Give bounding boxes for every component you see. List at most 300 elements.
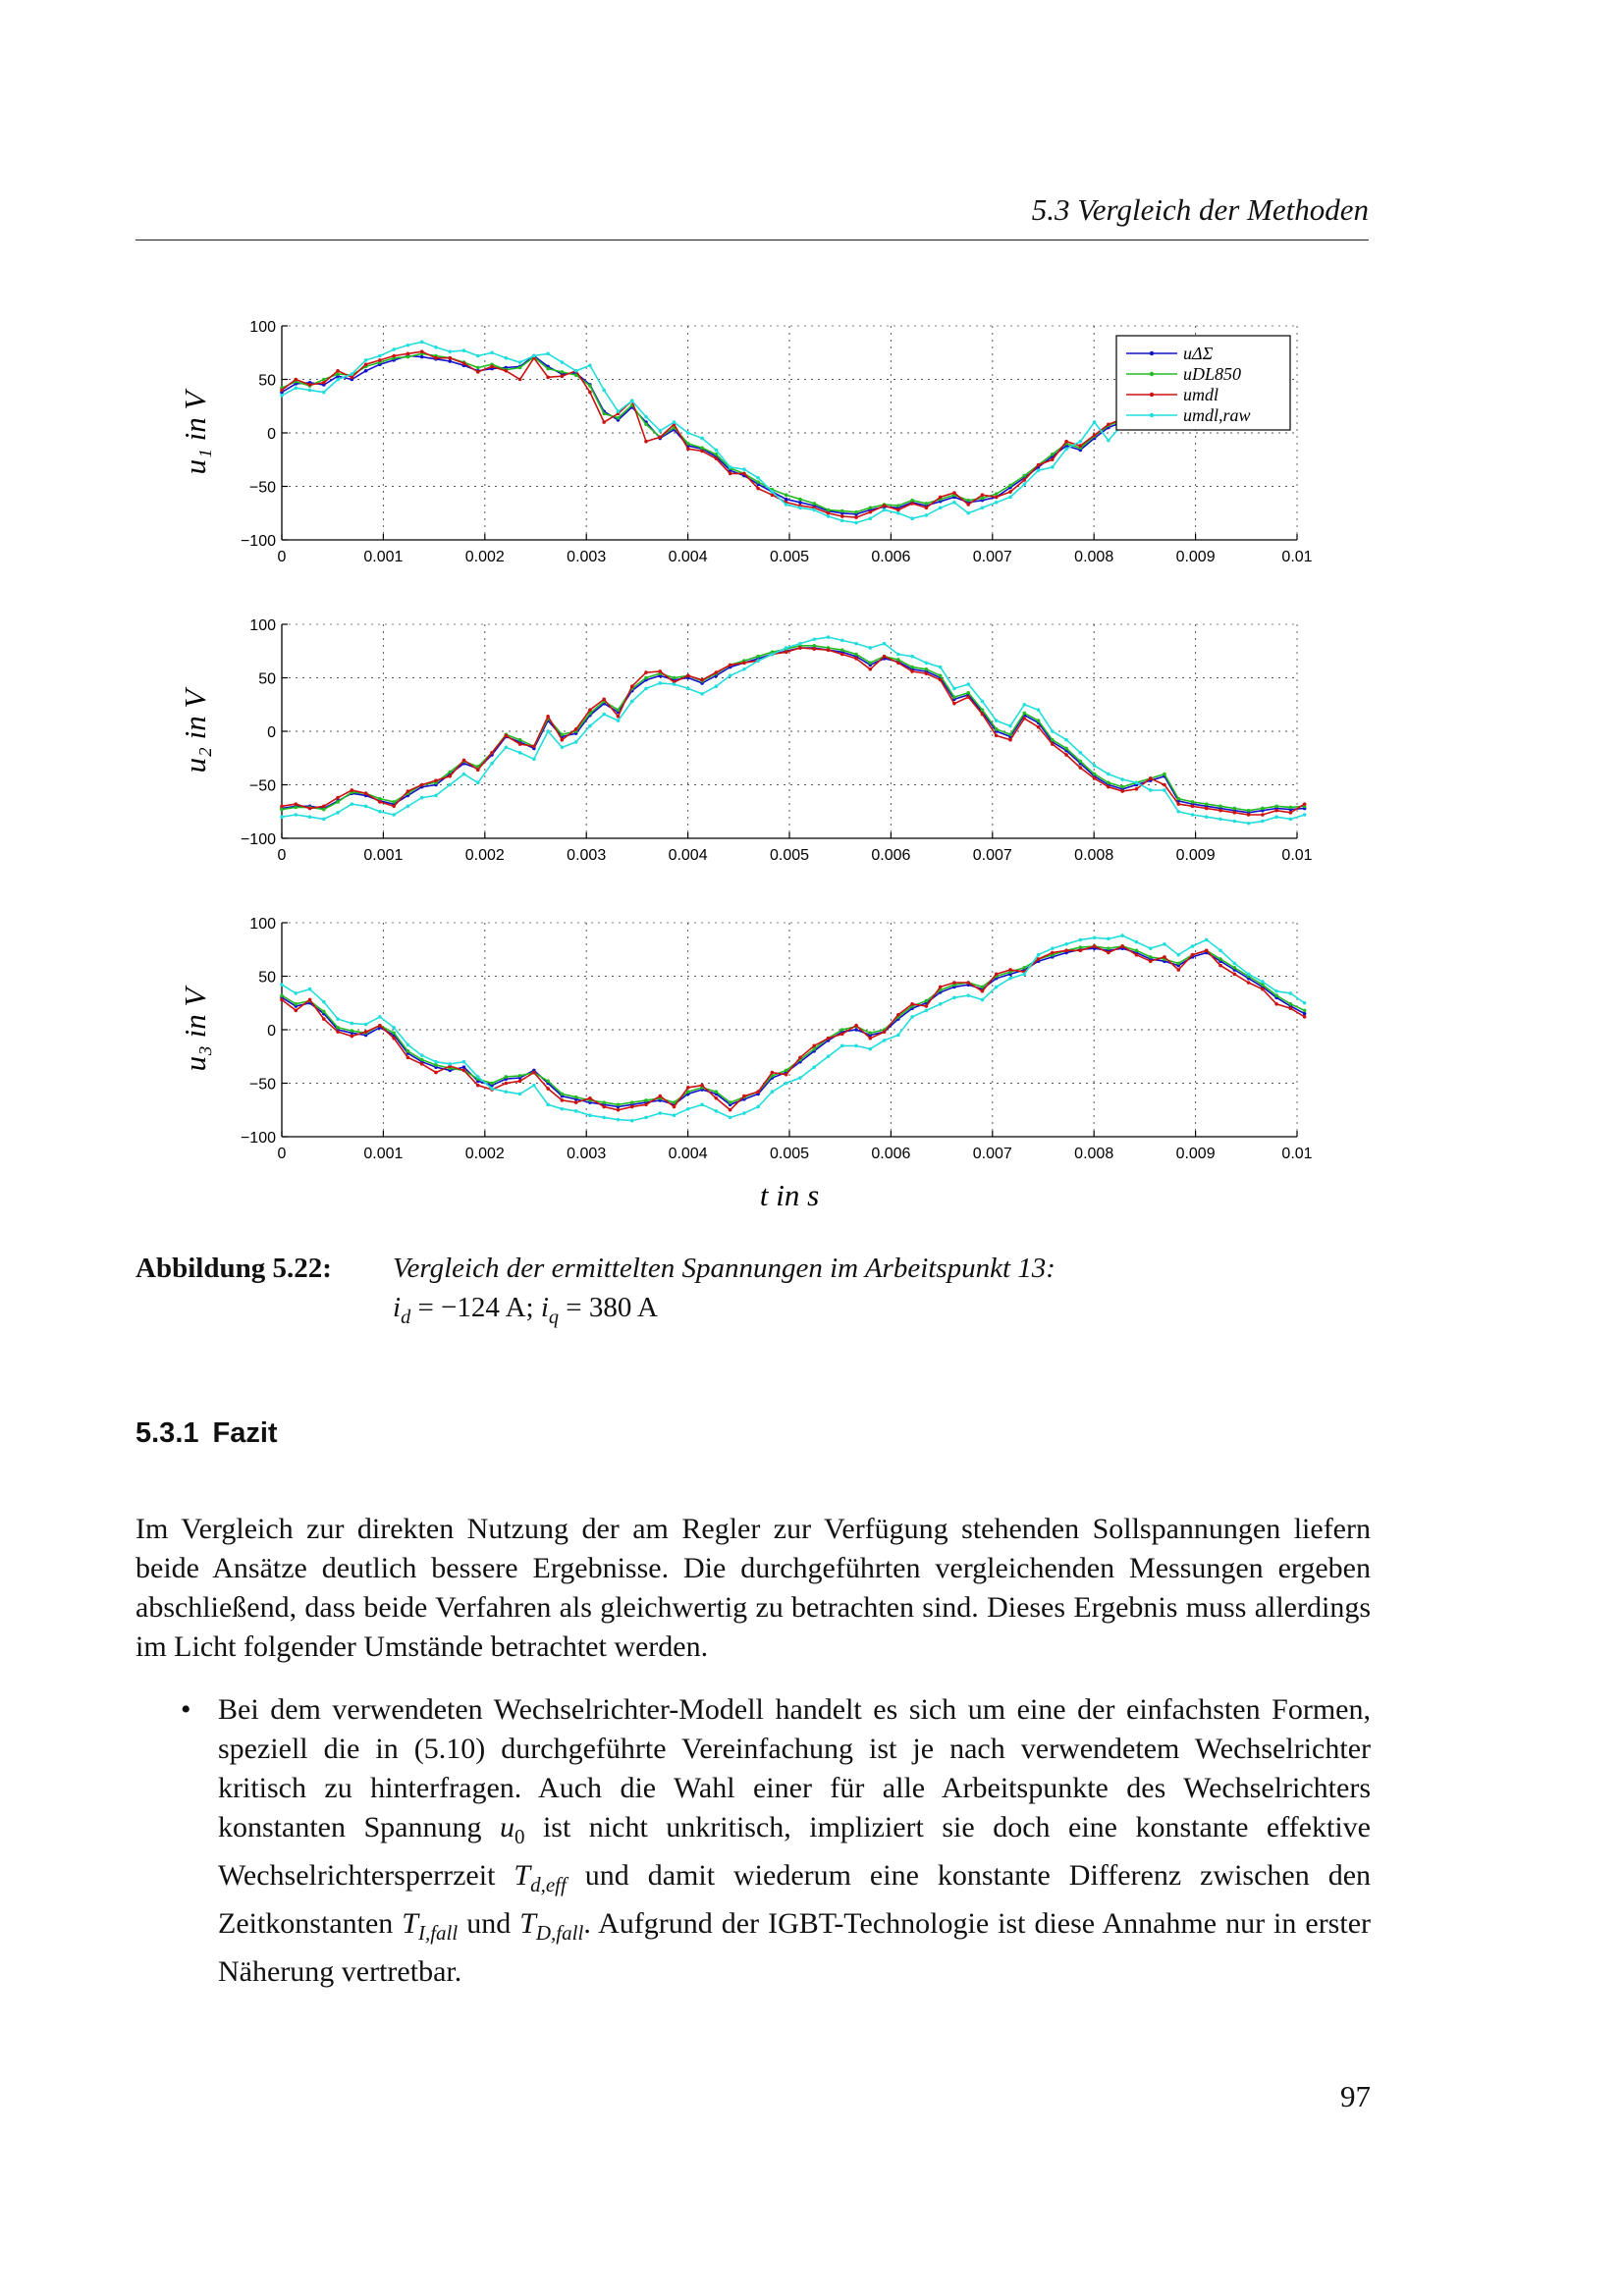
data-point bbox=[771, 1071, 775, 1075]
data-point bbox=[700, 437, 704, 441]
data-point bbox=[546, 1087, 550, 1091]
data-point bbox=[729, 664, 732, 667]
data-point bbox=[1233, 820, 1237, 824]
data-point bbox=[392, 1037, 396, 1041]
data-point bbox=[910, 1015, 914, 1019]
data-point bbox=[462, 1069, 466, 1073]
data-point bbox=[840, 1033, 844, 1037]
data-point bbox=[952, 687, 956, 691]
data-point bbox=[364, 1023, 368, 1027]
data-point bbox=[406, 352, 410, 356]
data-point bbox=[532, 354, 536, 358]
data-point bbox=[869, 667, 873, 671]
plot-3 bbox=[178, 916, 1313, 1207]
data-point bbox=[602, 698, 606, 702]
data-point bbox=[644, 676, 648, 680]
y-tick-label: 0 bbox=[267, 724, 276, 741]
data-point bbox=[1261, 813, 1265, 817]
data-point bbox=[966, 511, 970, 515]
data-point bbox=[715, 449, 719, 453]
u0-symbol: u bbox=[499, 1811, 514, 1843]
data-point bbox=[294, 378, 298, 382]
data-point bbox=[420, 796, 424, 800]
data-point bbox=[896, 511, 900, 515]
x-tick-label: 0.002 bbox=[464, 1146, 505, 1162]
y-axis-label: u₂ in V bbox=[178, 689, 212, 774]
data-point bbox=[308, 383, 312, 387]
data-point bbox=[658, 681, 662, 685]
data-point bbox=[673, 682, 677, 686]
x-tick-label: 0.001 bbox=[363, 549, 404, 565]
y-tick-label: 50 bbox=[258, 372, 276, 390]
data-point bbox=[910, 502, 914, 506]
data-point bbox=[812, 508, 816, 512]
data-point bbox=[981, 713, 985, 717]
data-point bbox=[1261, 983, 1265, 987]
data-point bbox=[1163, 942, 1166, 946]
data-point bbox=[1107, 781, 1110, 785]
data-point bbox=[995, 501, 999, 505]
data-point bbox=[798, 1056, 802, 1060]
data-point bbox=[1205, 815, 1209, 819]
data-point bbox=[448, 356, 452, 360]
data-point bbox=[1079, 766, 1083, 770]
running-title: 5.3 Vergleich der Methoden bbox=[1031, 192, 1369, 227]
data-point bbox=[798, 1076, 802, 1080]
data-point bbox=[840, 1044, 844, 1048]
data-point bbox=[1022, 966, 1026, 970]
data-point bbox=[1051, 729, 1055, 733]
data-point bbox=[588, 384, 592, 388]
data-point bbox=[1051, 946, 1055, 950]
data-point bbox=[756, 1105, 760, 1109]
y-tick-label: 100 bbox=[249, 916, 276, 933]
data-point bbox=[546, 1103, 550, 1107]
data-point bbox=[742, 1095, 746, 1098]
data-point bbox=[1261, 988, 1265, 991]
data-point bbox=[448, 783, 452, 787]
data-point bbox=[574, 740, 578, 744]
data-point bbox=[896, 508, 900, 512]
data-point bbox=[532, 1084, 536, 1088]
data-point bbox=[729, 465, 732, 469]
data-point bbox=[1218, 964, 1222, 968]
data-point bbox=[1205, 807, 1209, 811]
iq-value: = 380 A bbox=[559, 1292, 658, 1323]
x-tick-label: 0.001 bbox=[363, 1146, 404, 1162]
data-point bbox=[505, 1090, 509, 1094]
data-point bbox=[644, 1116, 648, 1120]
x-tick-label: 0.008 bbox=[1074, 1146, 1114, 1162]
data-point bbox=[602, 420, 606, 424]
legend-marker bbox=[1150, 413, 1154, 417]
data-point bbox=[336, 1026, 340, 1030]
data-point bbox=[1135, 940, 1139, 944]
x-tick-label: 0 bbox=[277, 1146, 287, 1162]
data-point bbox=[910, 1002, 914, 1006]
data-point bbox=[925, 1009, 929, 1013]
data-point bbox=[378, 354, 382, 358]
data-point bbox=[434, 356, 438, 360]
data-point bbox=[476, 370, 480, 374]
data-point bbox=[476, 1075, 480, 1079]
data-point bbox=[490, 751, 494, 755]
data-point bbox=[630, 400, 634, 403]
data-point bbox=[715, 1090, 719, 1094]
data-point bbox=[280, 998, 284, 1002]
data-point bbox=[1303, 1009, 1307, 1013]
data-point bbox=[1247, 973, 1251, 977]
data-point bbox=[1022, 973, 1026, 977]
data-point bbox=[869, 1031, 873, 1035]
page-number: 97 bbox=[1340, 2079, 1371, 2113]
data-point bbox=[1064, 738, 1068, 742]
data-point bbox=[729, 1108, 732, 1112]
data-point bbox=[1163, 773, 1166, 776]
data-point bbox=[658, 669, 662, 673]
data-point bbox=[812, 644, 816, 648]
data-point bbox=[1149, 959, 1153, 963]
data-point bbox=[742, 661, 746, 665]
data-point bbox=[1051, 457, 1055, 461]
data-point bbox=[686, 431, 690, 435]
data-point bbox=[686, 674, 690, 678]
data-point bbox=[617, 1103, 621, 1107]
data-point bbox=[351, 376, 354, 380]
data-point bbox=[827, 648, 831, 652]
data-point bbox=[1093, 420, 1097, 424]
legend-label: umdl bbox=[1183, 385, 1218, 404]
data-point bbox=[1289, 811, 1293, 815]
series-line-3 bbox=[282, 946, 1305, 1110]
id-value: = −124 A; bbox=[410, 1292, 541, 1323]
data-point bbox=[966, 499, 970, 503]
data-point bbox=[1135, 949, 1139, 953]
data-point bbox=[351, 788, 354, 792]
data-point bbox=[1064, 942, 1068, 946]
data-point bbox=[700, 1084, 704, 1088]
data-point bbox=[630, 1100, 634, 1104]
data-point bbox=[1149, 946, 1153, 950]
data-point bbox=[322, 381, 326, 385]
data-point bbox=[939, 496, 943, 500]
figure-caption bbox=[135, 1249, 1373, 1328]
data-point bbox=[1120, 785, 1124, 789]
data-point bbox=[939, 674, 943, 678]
data-point bbox=[602, 389, 606, 393]
y-tick-label: 0 bbox=[267, 426, 276, 443]
data-point bbox=[742, 472, 746, 476]
data-point bbox=[925, 661, 929, 665]
data-point bbox=[869, 510, 873, 514]
data-point bbox=[1093, 764, 1097, 768]
data-point bbox=[1037, 708, 1041, 712]
data-point bbox=[1107, 439, 1110, 443]
data-point bbox=[1274, 805, 1278, 809]
data-point bbox=[827, 508, 831, 512]
data-point bbox=[1022, 703, 1026, 707]
data-point bbox=[1191, 805, 1195, 809]
data-point bbox=[952, 501, 956, 505]
data-point bbox=[896, 661, 900, 665]
data-point bbox=[518, 378, 522, 382]
data-point bbox=[644, 687, 648, 691]
data-point bbox=[952, 702, 956, 706]
data-point bbox=[336, 796, 340, 800]
data-point bbox=[966, 503, 970, 507]
data-point bbox=[1191, 800, 1195, 804]
data-point bbox=[658, 1095, 662, 1098]
data-point bbox=[588, 1113, 592, 1117]
data-point bbox=[434, 1060, 438, 1064]
bullet-text-2: ist nicht unkritisch, impliziert sie doch eine konstante effektive Wechselrichtersperrzeit bbox=[218, 1811, 1371, 1892]
data-point bbox=[1107, 773, 1110, 776]
data-point bbox=[364, 358, 368, 362]
x-tick-label: 0.009 bbox=[1175, 549, 1216, 565]
data-point bbox=[1051, 465, 1055, 469]
data-point bbox=[1274, 1002, 1278, 1006]
data-point bbox=[546, 367, 550, 371]
data-point bbox=[840, 519, 844, 523]
x-tick-label: 0 bbox=[277, 847, 287, 864]
y-tick-label: 50 bbox=[258, 670, 276, 688]
x-tick-label: 0.006 bbox=[871, 847, 911, 864]
section-title: Fazit bbox=[212, 1417, 278, 1449]
data-point bbox=[658, 1111, 662, 1115]
u0-subscript: 0 bbox=[514, 1825, 525, 1848]
data-point bbox=[756, 476, 760, 480]
data-point bbox=[700, 446, 704, 450]
x-tick-label: 0.004 bbox=[668, 847, 708, 864]
data-point bbox=[729, 1116, 732, 1120]
data-point bbox=[910, 669, 914, 673]
data-point bbox=[939, 678, 943, 682]
data-point bbox=[785, 493, 788, 497]
data-point bbox=[1037, 463, 1041, 467]
data-point bbox=[715, 684, 719, 688]
data-point bbox=[700, 1103, 704, 1107]
data-point bbox=[1008, 968, 1012, 972]
data-point bbox=[756, 480, 760, 484]
data-point bbox=[1233, 811, 1237, 815]
data-point bbox=[420, 1058, 424, 1062]
data-point bbox=[1303, 1012, 1307, 1016]
data-point bbox=[1008, 490, 1012, 494]
data-point bbox=[406, 1042, 410, 1046]
data-point bbox=[406, 789, 410, 793]
data-point bbox=[617, 409, 621, 413]
data-point bbox=[280, 805, 284, 809]
data-point bbox=[378, 358, 382, 362]
data-point bbox=[617, 719, 621, 722]
data-point bbox=[1064, 753, 1068, 757]
data-point bbox=[1149, 788, 1153, 792]
legend-label: uDL850 bbox=[1183, 364, 1242, 384]
data-point bbox=[364, 362, 368, 366]
data-point bbox=[812, 637, 816, 641]
data-point bbox=[617, 1118, 621, 1122]
data-point bbox=[448, 771, 452, 774]
data-point bbox=[420, 349, 424, 353]
data-point bbox=[1233, 973, 1237, 977]
data-point bbox=[1008, 496, 1012, 500]
y-tick-label: 100 bbox=[249, 617, 276, 634]
data-point bbox=[378, 797, 382, 801]
data-point bbox=[561, 746, 565, 750]
data-point bbox=[280, 983, 284, 987]
data-point bbox=[546, 376, 550, 380]
y-axis-label: u₁ in V bbox=[178, 391, 212, 475]
data-point bbox=[658, 436, 662, 440]
data-point bbox=[561, 738, 565, 742]
legend-marker bbox=[1150, 351, 1154, 355]
x-tick-label: 0.003 bbox=[567, 847, 607, 864]
legend-label: umdl,raw bbox=[1183, 405, 1251, 425]
data-point bbox=[673, 420, 677, 424]
data-point bbox=[518, 366, 522, 370]
data-point bbox=[1064, 448, 1068, 452]
data-point bbox=[462, 1060, 466, 1064]
data-point bbox=[644, 415, 648, 419]
data-point bbox=[981, 700, 985, 704]
data-point bbox=[364, 369, 368, 373]
data-point bbox=[686, 1107, 690, 1111]
x-tick-label: 0.002 bbox=[464, 549, 505, 565]
data-point bbox=[561, 732, 565, 736]
bullet-list bbox=[135, 1690, 1371, 1992]
data-point bbox=[785, 1073, 788, 1077]
data-point bbox=[883, 1039, 887, 1042]
data-point bbox=[1176, 810, 1180, 814]
data-point bbox=[715, 1096, 719, 1100]
x-tick-label: 0.002 bbox=[464, 847, 505, 864]
x-tick-label: 0.001 bbox=[363, 847, 404, 864]
data-point bbox=[518, 1093, 522, 1096]
data-point bbox=[981, 507, 985, 510]
series-line-1 bbox=[282, 948, 1305, 1106]
data-point bbox=[602, 412, 606, 416]
data-point bbox=[798, 501, 802, 505]
data-point bbox=[729, 472, 732, 476]
data-point bbox=[1037, 468, 1041, 472]
figure-plots bbox=[177, 304, 1326, 1207]
data-point bbox=[1233, 962, 1237, 966]
y-tick-label: 50 bbox=[258, 969, 276, 987]
data-point bbox=[392, 354, 396, 358]
data-point bbox=[1289, 1002, 1293, 1006]
data-point bbox=[883, 508, 887, 512]
data-point bbox=[462, 773, 466, 776]
data-point bbox=[364, 1030, 368, 1034]
data-point bbox=[981, 493, 985, 497]
data-point bbox=[785, 498, 788, 502]
data-point bbox=[588, 708, 592, 712]
data-point bbox=[910, 655, 914, 659]
y-tick-label: 100 bbox=[249, 319, 276, 336]
x-tick-label: 0.004 bbox=[668, 1146, 708, 1162]
plot-2 bbox=[178, 617, 1313, 864]
x-tick-label: 0.005 bbox=[769, 549, 810, 565]
data-point bbox=[1303, 1015, 1307, 1019]
data-point bbox=[1079, 444, 1083, 448]
data-point bbox=[1191, 953, 1195, 957]
data-point bbox=[1093, 776, 1097, 780]
data-point bbox=[1008, 732, 1012, 736]
data-point bbox=[490, 1087, 494, 1091]
tifall-subscript: I,fall bbox=[417, 1921, 459, 1945]
data-point bbox=[1093, 773, 1097, 776]
data-point bbox=[294, 813, 298, 817]
data-point bbox=[854, 510, 858, 514]
data-point bbox=[966, 695, 970, 699]
data-point bbox=[952, 981, 956, 985]
data-point bbox=[785, 503, 788, 507]
caption-text: Vergleich der ermittelten Spannungen im Arbeitspunkt 13: bbox=[393, 1253, 1056, 1284]
data-point bbox=[546, 352, 550, 356]
data-point bbox=[490, 350, 494, 354]
data-point bbox=[630, 1105, 634, 1109]
data-point bbox=[420, 1053, 424, 1057]
tdfall-subscript: D,fall bbox=[535, 1921, 584, 1945]
data-point bbox=[378, 1024, 382, 1028]
data-point bbox=[854, 521, 858, 525]
data-point bbox=[1051, 453, 1055, 456]
iq-symbol: i bbox=[540, 1292, 549, 1323]
data-point bbox=[715, 456, 719, 460]
data-point bbox=[715, 670, 719, 674]
x-tick-label: 0.007 bbox=[972, 847, 1012, 864]
data-point bbox=[630, 684, 634, 688]
data-point bbox=[364, 791, 368, 795]
data-point bbox=[966, 691, 970, 695]
data-point bbox=[1218, 949, 1222, 953]
data-point bbox=[771, 1090, 775, 1094]
data-point bbox=[1037, 719, 1041, 722]
id-symbol: i bbox=[393, 1292, 402, 1323]
data-point bbox=[518, 751, 522, 755]
x-tick-label: 0.003 bbox=[567, 1146, 607, 1162]
data-point bbox=[561, 374, 565, 378]
data-point bbox=[925, 507, 929, 510]
x-tick-label: 0.008 bbox=[1074, 847, 1114, 864]
data-point bbox=[351, 1035, 354, 1039]
data-point bbox=[617, 416, 621, 420]
data-point bbox=[574, 1109, 578, 1113]
data-point bbox=[995, 719, 999, 722]
data-point bbox=[448, 1062, 452, 1066]
data-point bbox=[462, 759, 466, 763]
data-point bbox=[1261, 820, 1265, 824]
data-point bbox=[462, 361, 466, 365]
data-point bbox=[602, 1116, 606, 1120]
bullet-dot: • bbox=[181, 1693, 191, 1726]
plot-1 bbox=[178, 319, 1313, 565]
data-point bbox=[1022, 474, 1026, 478]
tdeff-subscript: d,eff bbox=[530, 1873, 567, 1896]
x-tick-label: 0.01 bbox=[1281, 847, 1313, 864]
data-point bbox=[448, 349, 452, 353]
data-point bbox=[1233, 807, 1237, 811]
data-point bbox=[1107, 946, 1110, 950]
data-point bbox=[406, 1056, 410, 1060]
data-point bbox=[364, 805, 368, 809]
data-point bbox=[322, 391, 326, 395]
data-point bbox=[1051, 742, 1055, 746]
data-point bbox=[518, 1074, 522, 1078]
data-point bbox=[1120, 934, 1124, 937]
y-tick-label: −50 bbox=[248, 777, 276, 795]
series-line-1 bbox=[282, 648, 1305, 813]
